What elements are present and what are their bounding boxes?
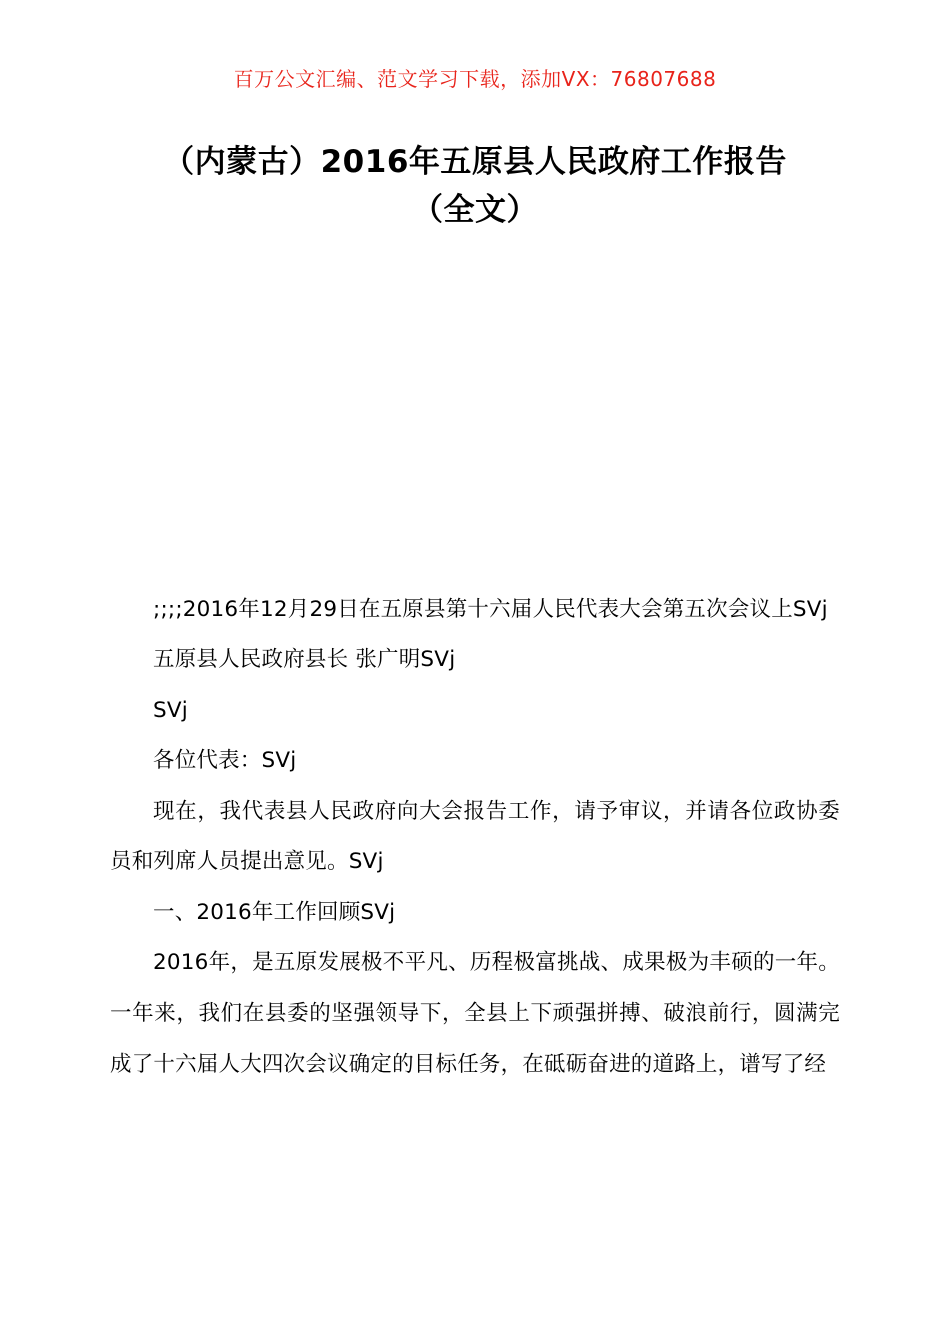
paragraph: ;;;;2016年12月29日在五原县第十六届人民代表大会第五次会议上SVj: [153, 596, 828, 622]
page-title: （内蒙古）2016年五原县人民政府工作报告（全文）: [163, 144, 787, 229]
paragraph: 一、2016年工作回顾SVj: [153, 899, 396, 925]
paragraph: 各位代表：SVj: [153, 748, 297, 774]
paragraph: 现在，我代表县人民政府向大会报告工作，请予审议，并请各位政协委员和列席人员提出意见。SVj: [110, 798, 840, 875]
paragraph: 2016年，是五原发展极不平凡、历程极富挑战、成果极为丰硕的一年。一年来，我们在县委的坚强领导下，全县上下顽强拼搏、破浪前行，圆满完成了十六届人大四次会议确定的目标任务，在砥砺奋进的道路上，谱写了经: [110, 950, 840, 1077]
watermark-banner: 百万公文汇编、范文学习下载，添加VX：76807688: [233, 67, 717, 91]
paragraph: 五原县人民政府县长 张广明SVj: [153, 647, 456, 673]
title-body-gap: [110, 255, 840, 585]
paragraph: SVj: [153, 697, 188, 723]
document-body: [110, 585, 840, 1090]
